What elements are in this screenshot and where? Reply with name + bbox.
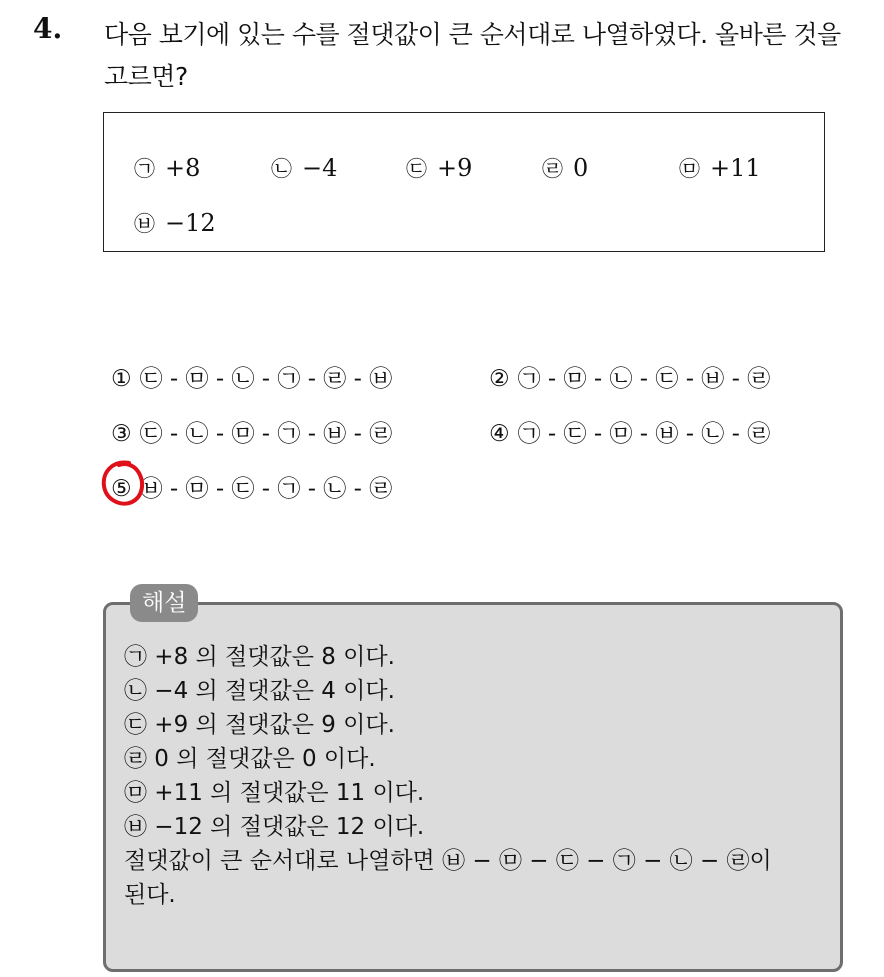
bogi-item [134,153,200,183]
bogi-marker: ㉣ [542,157,563,181]
bogi-marker: ㉠ [134,157,155,181]
question-text: 다음 보기에 있는 수를 절댓값이 큰 순서대로 나열하였다. 올바른 것을 고르면? [104,20,841,91]
explanation-line: ㉤ +11 의 절댓값은 11 이다. [124,780,425,806]
choice-2[interactable] [489,360,770,393]
choice-number: ④ [489,421,510,447]
bogi-marker: ㉥ [134,212,155,236]
choice-sequence: ㉢ - ㉤ - ㉡ - ㉠ - ㉣ - ㉥ [139,366,393,392]
choice-1[interactable] [111,360,392,393]
choice-sequence: ㉥ - ㉤ - ㉢ - ㉠ - ㉡ - ㉣ [139,476,393,502]
bogi-item [271,153,337,183]
bogi-value: +8 [165,154,201,182]
bogi-marker: ㉤ [679,157,700,181]
bogi-value: 0 [573,154,589,182]
bogi-item [679,153,761,183]
explanation-line: 된다. [124,882,176,908]
choice-sequence: ㉢ - ㉡ - ㉤ - ㉠ - ㉥ - ㉣ [139,421,393,447]
bogi-value: +11 [710,154,761,182]
question-number: 4. [33,12,63,45]
choice-sequence: ㉠ - ㉤ - ㉡ - ㉢ - ㉥ - ㉣ [517,366,771,392]
choice-number: ③ [111,421,132,447]
choice-4[interactable] [489,415,770,448]
bogi-value: −12 [165,209,216,237]
explanation-tag: 해설 [130,584,198,622]
bogi-value: −4 [302,154,338,182]
explanation-lines [124,640,834,912]
explanation-line: ㉠ +8 의 절댓값은 8 이다. [124,644,395,670]
choice-sequence: ㉠ - ㉢ - ㉤ - ㉥ - ㉡ - ㉣ [517,421,771,447]
explanation-line: ㉡ −4 의 절댓값은 4 이다. [124,678,395,704]
choice-number: ② [489,366,510,392]
bogi-marker: ㉢ [406,157,427,181]
bogi-value: +9 [437,154,473,182]
choice-number: ① [111,366,132,392]
choice-number: ⑤ [111,476,132,502]
choice-3[interactable] [111,415,392,448]
explanation-line: ㉢ +9 의 절댓값은 9 이다. [124,712,395,738]
choice-5[interactable] [111,470,392,503]
bogi-item [406,153,472,183]
explanation-line: ㉣ 0 의 절댓값은 0 이다. [124,746,376,772]
bogi-box [103,112,825,252]
answer-circle-mark [99,458,149,510]
bogi-marker: ㉡ [271,157,292,181]
explanation-line: 절댓값이 큰 순서대로 나열하면 ㉥ − ㉤ − ㉢ − ㉠ − ㉡ − ㉣이 [124,848,772,874]
bogi-item [542,153,588,183]
explanation-line: ㉥ −12 의 절댓값은 12 이다. [124,814,425,840]
bogi-item [134,208,216,238]
